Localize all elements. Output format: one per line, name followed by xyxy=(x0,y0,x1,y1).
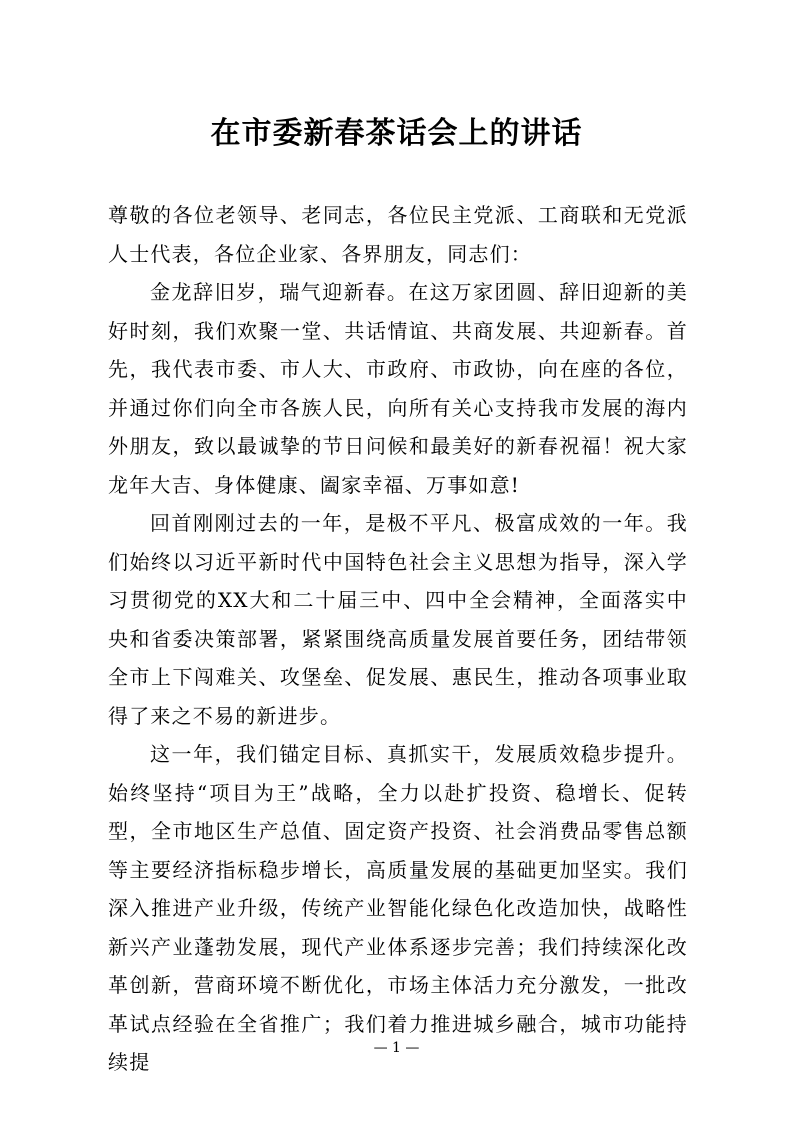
document-body xyxy=(108,196,688,1082)
paragraph-2: 回首刚刚过去的一年，是极不平凡、极富成效的一年。我们始终以习近平新时代中国特色社会主义思想为指导，深入学习贯彻党的XX大和二十届三中、四中全会精神，全面落实中央和省委决策部署，紧紧围绕高质量发展首要任务，团结带领全市上下闯难关、攻堡垒、促发展、惠民生，推动各项事业取得了来之不易的新进步。 xyxy=(108,511,688,728)
salutation: 尊敬的各位老领导、老同志，各位民主党派、工商联和无党派人士代表，各位企业家、各界朋友，同志们： xyxy=(108,203,688,266)
paragraph-3: 这一年，我们锚定目标、真抓实干，发展质效稳步提升。始终坚持“项目为王”战略，全力以赴扩投资、稳增长、促转型，全市地区生产总值、固定资产投资、社会消费品零售总额等主要经济指标稳步增长，高质量发展的基础更加坚实。我们深入推进产业升级，传统产业智能化绿色化改造加快，战略性新兴产业蓬勃发展，现代产业体系逐步完善；我们持续深化改革创新，营商环境不断优化，市场主体活力充分激发，一批改革试点经验在全省推广；我们着力推进城乡融合，城市功能持续提 xyxy=(108,742,688,1074)
page-number: — 1 — xyxy=(373,1040,420,1056)
paragraph-1: 金龙辞旧岁，瑞气迎新春。在这万家团圆、辞旧迎新的美好时刻，我们欢聚一堂、共话情谊、共商发展、共迎新春。首先，我代表市委、市人大、市政府、市政协，向在座的各位，并通过你们向全市各族人民，向所有关心支持我市发展的海内外朋友，致以最诚挚的节日问候和最美好的新春祝福！祝大家龙年大吉、身体健康、阖家幸福、万事如意! xyxy=(108,280,688,497)
document-title: 在市委新春茶话会上的讲话 xyxy=(210,116,583,151)
